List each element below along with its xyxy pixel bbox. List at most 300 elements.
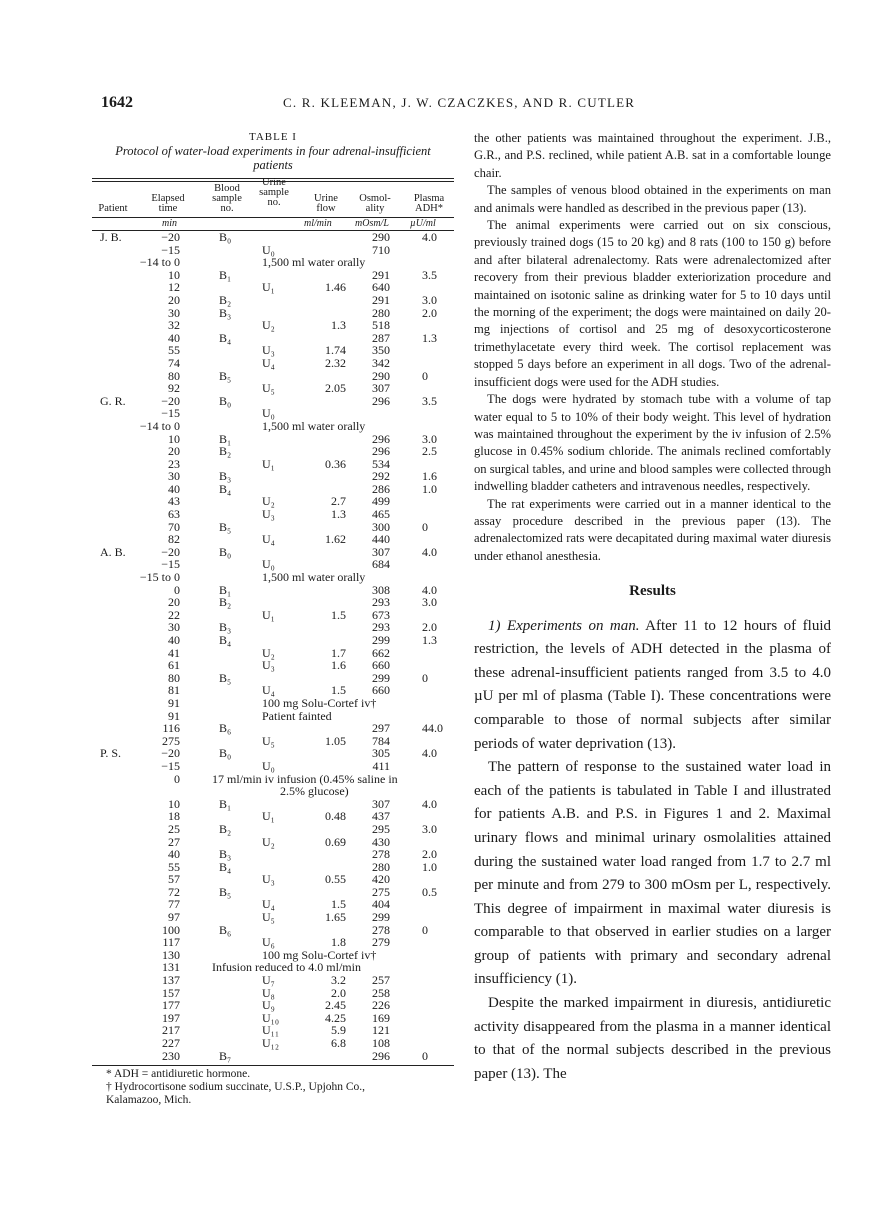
- cell-elapsed-time: 10: [168, 431, 180, 446]
- cell-urine-sample: U₃: [262, 343, 275, 358]
- paragraph-dog-hydration: The dogs were hydrated by stomach tube with a volume of tap water equal to 5 to 10% of their body weight. This level of hydration was maintained throughout the experiment by the iv infusion of 2.5% glucose in 0.45% sodium chloride. The animals reclined comfortably on surgical tables, and urine and blood samples were collected through indwelling bladder catheters and intravenous needles, respectively.: [474, 392, 831, 494]
- cell-blood-sample: B₃: [219, 847, 232, 862]
- cell-osmolality: 404: [372, 897, 390, 912]
- cell-blood-sample: B₅: [219, 884, 232, 899]
- cell-plasma-adh: 0: [422, 922, 428, 937]
- cell-note: 1,500 ml water orally: [262, 570, 366, 585]
- paragraph-experiments-on-man-text: After 11 to 12 hours of fluid restriction, the levels of ADH detected in the plasma of these adrenal-insufficient patients ranged from 3.5 to 4.0 µU per ml of plasma (Table I). These concentrations were comparable to those of normal subjects after similar periods of water deprivation (13).: [474, 617, 831, 752]
- cell-urine-flow: 4.25: [325, 1010, 346, 1025]
- table-bottom-rule: [92, 1065, 454, 1066]
- cell-urine-flow: 1.8: [331, 935, 346, 950]
- col-header-elapsed: [146, 194, 190, 214]
- cell-osmolality: 290: [372, 368, 390, 383]
- cell-blood-sample: B₀: [219, 393, 232, 408]
- cell-elapsed-time: 22: [168, 607, 180, 622]
- cell-osmolality: 226: [372, 998, 390, 1013]
- table-row: [92, 810, 454, 823]
- table-row: [92, 420, 454, 433]
- unit-time: min: [162, 218, 177, 229]
- cell-urine-sample: U₀: [262, 758, 275, 773]
- cell-osmolality: 280: [372, 859, 390, 874]
- cell-note-wide: Infusion reduced to 4.0 ml/min: [212, 960, 361, 975]
- cell-blood-sample: B₂: [219, 444, 232, 459]
- cell-osmolality: 518: [372, 318, 390, 333]
- table-units-row: [92, 218, 454, 230]
- table-row: [92, 445, 454, 458]
- cell-osmolality: 169: [372, 1010, 390, 1025]
- cell-urine-flow: 6.8: [331, 1036, 346, 1050]
- table-header: [92, 177, 454, 217]
- cell-elapsed-time: 57: [168, 872, 180, 887]
- cell-elapsed-time: 82: [168, 532, 180, 547]
- cell-urine-sample: U₃: [262, 507, 275, 522]
- cell-osmolality: 662: [372, 645, 390, 660]
- cell-osmolality: 305: [372, 746, 390, 761]
- cell-osmolality: 280: [372, 305, 390, 320]
- cell-elapsed-time: 30: [168, 469, 180, 484]
- cell-osmolality: 299: [372, 633, 390, 647]
- cell-plasma-adh: 1.3: [422, 633, 437, 647]
- unit-osm: mOsm/L: [355, 218, 389, 229]
- cell-blood-sample: B₃: [219, 305, 232, 320]
- cell-note-wide-cont: 2.5% glucose): [280, 784, 349, 799]
- cell-osmolality: 296: [372, 444, 390, 459]
- cell-plasma-adh: 3.0: [422, 595, 437, 610]
- col-header-patient: Patient: [98, 203, 128, 214]
- cell-urine-flow: 3.2: [331, 973, 346, 988]
- table-row: [92, 634, 454, 647]
- cell-elapsed-time: −14 to 0: [139, 418, 180, 433]
- cell-urine-flow: 0.36: [325, 456, 346, 471]
- cell-osmolality: 784: [372, 733, 390, 748]
- cell-urine-sample: U₄: [262, 683, 275, 698]
- cell-elapsed-time: 116: [162, 721, 180, 736]
- cell-urine-sample: U₀: [262, 406, 275, 421]
- cell-urine-sample: U₅: [262, 381, 275, 396]
- cell-blood-sample: B₃: [219, 469, 232, 484]
- cell-elapsed-time: −20: [161, 746, 180, 761]
- cell-urine-sample: U₆: [262, 935, 275, 950]
- cell-urine-flow: 1.6: [331, 658, 346, 673]
- cell-osmolality: 411: [372, 758, 390, 773]
- paragraph-continuation: the other patients was maintained throughout the experiment. J.B., G.R., and P.S. reclined, while patient A.B. sat in a comfortable lounge chair.: [474, 131, 831, 180]
- col-header-urine-sample: [252, 178, 296, 208]
- cell-urine-flow: 2.05: [325, 381, 346, 396]
- cell-plasma-adh: 3.5: [422, 393, 437, 408]
- cell-urine-sample: U₄: [262, 897, 275, 912]
- cell-osmolality: 296: [372, 431, 390, 446]
- cell-elapsed-time: 25: [168, 821, 180, 836]
- cell-elapsed-time: 32: [168, 318, 180, 333]
- cell-blood-sample: B₄: [219, 633, 232, 647]
- table-caption: TABLE I: [249, 131, 297, 143]
- cell-osmolality: 299: [372, 670, 390, 685]
- cell-plasma-adh: 3.0: [422, 292, 437, 307]
- cell-urine-sample: U₂: [262, 834, 275, 849]
- table-row: [92, 382, 454, 395]
- cell-osmolality: 440: [372, 532, 390, 547]
- cell-elapsed-time: 61: [168, 658, 180, 673]
- paragraph-blood-samples: The samples of venous blood obtained in the experiments on man and animals were handled as described in the previous paper (13).: [474, 183, 831, 215]
- table-row: [92, 596, 454, 609]
- table-footnote-solu-cortef: † Hydrocortisone sodium succinate, U.S.P., Upjohn Co., Kalamazoo, Mich.: [106, 1081, 366, 1107]
- cell-plasma-adh: 2.0: [422, 305, 437, 320]
- table-row: [92, 319, 454, 332]
- cell-blood-sample: B₀: [219, 746, 232, 761]
- cell-osmolality: 342: [372, 355, 390, 370]
- paragraph-antidiuretic-activity: Despite the marked impairment in diuresis, antidiuretic activity disappeared from the plasma in a manner identical to that of the normal subjects described in the previous paper (13). The: [474, 995, 831, 1082]
- cell-urine-flow: 2.7: [331, 494, 346, 509]
- cell-osmolality: 684: [372, 557, 390, 572]
- cell-elapsed-time: −15: [161, 557, 180, 572]
- cell-elapsed-time: 20: [168, 595, 180, 610]
- cell-osmolality: 286: [372, 481, 390, 496]
- cell-osmolality: 307: [372, 381, 390, 396]
- cell-elapsed-time: −15: [161, 242, 180, 257]
- cell-urine-sample: U₁₂: [262, 1036, 280, 1050]
- table-row: [92, 281, 454, 294]
- cell-plasma-adh: 2.0: [422, 847, 437, 862]
- col-header-flow-line2: flow: [316, 203, 336, 214]
- cell-elapsed-time: 227: [162, 1036, 180, 1050]
- cell-urine-sample: U₂: [262, 318, 275, 333]
- col-header-urine-line1: Urine: [262, 177, 286, 188]
- cell-osmolality: 258: [372, 985, 390, 1000]
- cell-blood-sample: B₆: [219, 721, 232, 736]
- cell-osmolality: 279: [372, 935, 390, 950]
- cell-osmolality: 660: [372, 683, 390, 698]
- cell-plasma-adh: 0: [422, 1048, 428, 1063]
- cell-osmolality: 437: [372, 809, 390, 824]
- cell-plasma-adh: 2.0: [422, 620, 437, 635]
- table-row: [92, 584, 454, 597]
- table-row: [92, 710, 454, 723]
- cell-elapsed-time: 130: [162, 947, 180, 962]
- paragraph-animal-experiments: The animal experiments were carried out on six conscious, previously trained dogs (15 to 20 kg) and 8 rats (100 to 150 g) before and after bilateral adrenalectomy. Rats were adrenalectomized after recovery from their previous bladder exteriorization procedure and maintained on isotonic saline as drinking water for 5 to 10 days until the morning of the experiment; the dogs were maintained on daily 20-mg injections of cortisol and 25 mg of desoxycorticosterone trimethylacetate every third week. The cortisol replacement was stopped 5 days before an experiment in all dogs. Two of the adrenal-insufficient dogs were used for the ADH studies.: [474, 218, 831, 389]
- cell-elapsed-time: −20: [161, 393, 180, 408]
- cell-note: Patient fainted: [262, 708, 332, 723]
- section-heading-results: Results: [629, 583, 676, 600]
- cell-urine-flow: 1.62: [325, 532, 346, 547]
- table-row: [92, 722, 454, 735]
- col-header-blood-line3: no.: [220, 203, 234, 214]
- cell-urine-flow: 1.74: [325, 343, 346, 358]
- cell-blood-sample: B₀: [219, 544, 232, 559]
- cell-elapsed-time: 72: [168, 884, 180, 899]
- cell-urine-sample: U₅: [262, 910, 275, 925]
- cell-osmolality: 293: [372, 620, 390, 635]
- cell-plasma-adh: 1.0: [422, 859, 437, 874]
- cell-elapsed-time: 81: [168, 683, 180, 698]
- cell-note: 1,500 ml water orally: [262, 255, 366, 270]
- cell-urine-sample: U₀: [262, 557, 275, 572]
- cell-plasma-adh: 1.0: [422, 481, 437, 496]
- cell-elapsed-time: 10: [168, 796, 180, 811]
- cell-urine-flow: 1.05: [325, 733, 346, 748]
- cell-osmolality: 278: [372, 922, 390, 937]
- cell-osmolality: 300: [372, 519, 390, 534]
- table-row: [92, 697, 454, 710]
- cell-plasma-adh: 3.0: [422, 431, 437, 446]
- col-header-urine-line2: sample: [259, 187, 289, 198]
- cell-blood-sample: B₅: [219, 368, 232, 383]
- cell-urine-sample: U₁: [262, 456, 275, 471]
- cell-note: 100 mg Solu-Cortef iv†: [262, 695, 377, 710]
- cell-urine-sample: U₀: [262, 242, 275, 257]
- cell-urine-sample: U₄: [262, 355, 275, 370]
- cell-urine-flow: 2.45: [325, 998, 346, 1013]
- table-row: [92, 571, 454, 584]
- cell-osmolality: 291: [372, 267, 390, 282]
- table-footnote-adh: * ADH = antidiuretic hormone.: [106, 1068, 251, 1081]
- cell-urine-flow: 1.46: [325, 280, 346, 295]
- cell-elapsed-time: 177: [162, 998, 180, 1013]
- cell-blood-sample: B₂: [219, 821, 232, 836]
- cell-urine-sample: U₃: [262, 872, 275, 887]
- cell-elapsed-time: 157: [162, 985, 180, 1000]
- cell-plasma-adh: 0: [422, 519, 428, 534]
- cell-elapsed-time: 97: [168, 910, 180, 925]
- table-row: [92, 773, 454, 786]
- cell-osmolality: 108: [372, 1036, 390, 1050]
- paragraph-response-pattern: The pattern of response to the sustained water load in each of the patients is tabulated in Table I and illustrated for patients A.B. and P.S. in Figures 1 and 2. Maximal urinary flows and minimal urinary osmolalities attained during the sustained water load ranged from 1.7 to 2.7 ml per minute and from 279 to 300 mOsm per L, respectively. This degree of impairment in maximal water diuresis is comparable to that observed in earlier studies on a larger group of patients with primary and secondary adrenal insufficiency (1).: [474, 759, 831, 988]
- cell-osmolality: 534: [372, 456, 390, 471]
- text-column: [474, 130, 831, 1086]
- cell-elapsed-time: 80: [168, 368, 180, 383]
- cell-urine-flow: 0.48: [325, 809, 346, 824]
- cell-plasma-adh: 1.6: [422, 469, 437, 484]
- cell-elapsed-time: 70: [168, 519, 180, 534]
- cell-elapsed-time: 40: [168, 481, 180, 496]
- cell-urine-flow: 2.32: [325, 355, 346, 370]
- table-title: Protocol of water-load experiments in four adrenal-insufficient patients: [115, 144, 431, 172]
- cell-elapsed-time: 10: [168, 267, 180, 282]
- table-row: [92, 256, 454, 269]
- cell-urine-flow: 2.0: [331, 985, 346, 1000]
- table-row: [92, 1050, 454, 1063]
- cell-plasma-adh: 0.5: [422, 884, 437, 899]
- cell-elapsed-time: 55: [168, 343, 180, 358]
- cell-blood-sample: B₁: [219, 267, 232, 282]
- cell-elapsed-time: −15: [161, 406, 180, 421]
- cell-urine-sample: U₁₁: [262, 1023, 280, 1038]
- cell-elapsed-time: 40: [168, 633, 180, 647]
- table-row: [92, 873, 454, 886]
- cell-blood-sample: B₁: [219, 796, 232, 811]
- cell-plasma-adh: 3.0: [422, 821, 437, 836]
- cell-urine-flow: 1.3: [331, 318, 346, 333]
- cell-blood-sample: B₅: [219, 519, 232, 534]
- cell-elapsed-time: 100: [162, 922, 180, 937]
- cell-osmolality: 430: [372, 834, 390, 849]
- col-header-elapsed-line1: Elapsed: [151, 193, 185, 204]
- cell-elapsed-time: 20: [168, 292, 180, 307]
- cell-osmolality: 299: [372, 910, 390, 925]
- table-column: [92, 130, 454, 1107]
- cell-elapsed-time: 275: [162, 733, 180, 748]
- cell-elapsed-time: 217: [162, 1023, 180, 1038]
- table-row: [92, 659, 454, 672]
- cell-elapsed-time: 91: [168, 708, 180, 723]
- cell-urine-flow: 0.55: [325, 872, 346, 887]
- col-header-adh-line2: ADH*: [415, 203, 443, 214]
- table-row: [92, 357, 454, 370]
- cell-patient: J. B.: [100, 230, 122, 244]
- table-row: [92, 936, 454, 949]
- col-header-adh: [404, 194, 454, 214]
- table-row: [92, 911, 454, 924]
- cell-osmolality: 307: [372, 544, 390, 559]
- cell-elapsed-time: 91: [168, 695, 180, 710]
- cell-plasma-adh: 44.0: [422, 721, 443, 736]
- cell-plasma-adh: 4.0: [422, 796, 437, 811]
- cell-osmolality: 292: [372, 469, 390, 484]
- cell-blood-sample: B₄: [219, 859, 232, 874]
- cell-urine-sample: U₁: [262, 607, 275, 622]
- cell-osmolality: 350: [372, 343, 390, 358]
- cell-plasma-adh: 4.0: [422, 230, 437, 244]
- cell-osmolality: 291: [372, 292, 390, 307]
- cell-elapsed-time: 117: [162, 935, 180, 950]
- col-header-adh-line1: Plasma: [413, 193, 445, 204]
- cell-urine-flow: 1.5: [331, 897, 346, 912]
- cell-urine-sample: U₇: [262, 973, 275, 988]
- cell-elapsed-time: 30: [168, 620, 180, 635]
- cell-blood-sample: B₃: [219, 620, 232, 635]
- table-body: [92, 231, 454, 1062]
- cell-blood-sample: B₅: [219, 670, 232, 685]
- cell-osmolality: 673: [372, 607, 390, 622]
- col-header-blood-line2: sample: [212, 193, 242, 204]
- cell-osmolality: 420: [372, 872, 390, 887]
- cell-blood-sample: B₁: [219, 431, 232, 446]
- cell-note: 1,500 ml water orally: [262, 418, 366, 433]
- col-header-blood: [205, 184, 249, 214]
- table-row: [92, 974, 454, 987]
- cell-elapsed-time: −20: [161, 230, 180, 244]
- cell-blood-sample: B₆: [219, 922, 232, 937]
- cell-blood-sample: B₇: [219, 1048, 232, 1063]
- cell-urine-flow: 1.65: [325, 910, 346, 925]
- cell-elapsed-time: 74: [168, 355, 180, 370]
- cell-plasma-adh: 1.3: [422, 330, 437, 345]
- table-row: [92, 508, 454, 521]
- col-header-urine-flow: [304, 194, 348, 214]
- cell-elapsed-time: 80: [168, 670, 180, 685]
- table-row: [92, 848, 454, 861]
- cell-elapsed-time: 77: [168, 897, 180, 912]
- cell-blood-sample: B₀: [219, 230, 232, 244]
- cell-urine-sample: U₂: [262, 645, 275, 660]
- cell-elapsed-time: 12: [168, 280, 180, 295]
- cell-urine-sample: U₁: [262, 809, 275, 824]
- cell-urine-sample: U₄: [262, 532, 275, 547]
- cell-osmolality: 275: [372, 884, 390, 899]
- cell-elapsed-time: −14 to 0: [139, 255, 180, 270]
- cell-osmolality: 710: [372, 242, 390, 257]
- table-row: [92, 823, 454, 836]
- cell-elapsed-time: 27: [168, 834, 180, 849]
- cell-plasma-adh: 2.5: [422, 444, 437, 459]
- cell-note-wide: 17 ml/min iv infusion (0.45% saline in: [212, 771, 398, 786]
- cell-elapsed-time: 131: [162, 960, 180, 975]
- page-number: 1642: [101, 94, 133, 111]
- cell-urine-flow: 1.5: [331, 683, 346, 698]
- cell-urine-sample: U₂: [262, 494, 275, 509]
- running-header: [101, 94, 834, 114]
- paragraph-rat-experiments: The rat experiments were carried out in a manner identical to the assay procedure described in the previous paper (13). The adrenalectomized rats were decapitated during maximal water diuresis under ethanol anesthesia.: [474, 496, 831, 563]
- cell-plasma-adh: 0: [422, 368, 428, 383]
- cell-osmolality: 499: [372, 494, 390, 509]
- cell-urine-sample: U₅: [262, 733, 275, 748]
- cell-osmolality: 660: [372, 658, 390, 673]
- cell-elapsed-time: −15 to 0: [139, 570, 180, 585]
- cell-osmolality: 287: [372, 330, 390, 345]
- cell-urine-sample: U₃: [262, 658, 275, 673]
- table-row: [92, 760, 454, 773]
- table-row: [92, 735, 454, 748]
- cell-blood-sample: B₁: [219, 582, 232, 597]
- cell-elapsed-time: 43: [168, 494, 180, 509]
- cell-elapsed-time: −15: [161, 758, 180, 773]
- cell-elapsed-time: 40: [168, 330, 180, 345]
- cell-elapsed-time: 197: [162, 1010, 180, 1025]
- cell-urine-sample: U₁: [262, 280, 275, 295]
- cell-elapsed-time: 18: [168, 809, 180, 824]
- cell-plasma-adh: 3.5: [422, 267, 437, 282]
- col-header-flow-line1: Urine: [314, 193, 338, 204]
- cell-blood-sample: B₄: [219, 330, 232, 345]
- table-row: [92, 785, 454, 798]
- col-header-osmolality: [350, 194, 400, 214]
- cell-elapsed-time: 0: [174, 771, 180, 786]
- cell-elapsed-time: 0: [174, 582, 180, 597]
- cell-elapsed-time: 137: [162, 973, 180, 988]
- cell-elapsed-time: 230: [162, 1048, 180, 1063]
- cell-osmolality: 296: [372, 1048, 390, 1063]
- cell-urine-sample: U₉: [262, 998, 275, 1013]
- table-row: [92, 621, 454, 634]
- table-row: [92, 231, 454, 244]
- table-row: [92, 294, 454, 307]
- cell-urine-sample: U₁₀: [262, 1010, 280, 1025]
- cell-plasma-adh: 4.0: [422, 544, 437, 559]
- paragraph-experiments-on-man: [474, 615, 831, 757]
- cell-elapsed-time: 30: [168, 305, 180, 320]
- cell-osmolality: 465: [372, 507, 390, 522]
- cell-note: 100 mg Solu-Cortef iv†: [262, 947, 377, 962]
- col-header-urine-line3: no.: [267, 197, 281, 208]
- subsection-lead: 1) Experiments on man.: [488, 617, 640, 634]
- cell-urine-flow: 1.5: [331, 607, 346, 622]
- cell-osmolality: 278: [372, 847, 390, 862]
- cell-osmolality: 290: [372, 230, 390, 244]
- cell-plasma-adh: 4.0: [422, 582, 437, 597]
- cell-osmolality: 307: [372, 796, 390, 811]
- cell-blood-sample: B₄: [219, 481, 232, 496]
- col-header-elapsed-line2: time: [158, 203, 178, 214]
- table-row: [92, 999, 454, 1012]
- running-head-authors: C. R. KLEEMAN, J. W. CZACZKES, AND R. CUTLER: [283, 95, 636, 110]
- unit-adh: µU/ml: [410, 218, 436, 229]
- cell-patient: P. S.: [100, 746, 122, 761]
- cell-elapsed-time: 23: [168, 456, 180, 471]
- col-header-osm-line1: Osmol-: [359, 193, 391, 204]
- cell-osmolality: 297: [372, 721, 390, 736]
- cell-elapsed-time: −20: [161, 544, 180, 559]
- table-row: [92, 1037, 454, 1050]
- cell-urine-sample: U₈: [262, 985, 275, 1000]
